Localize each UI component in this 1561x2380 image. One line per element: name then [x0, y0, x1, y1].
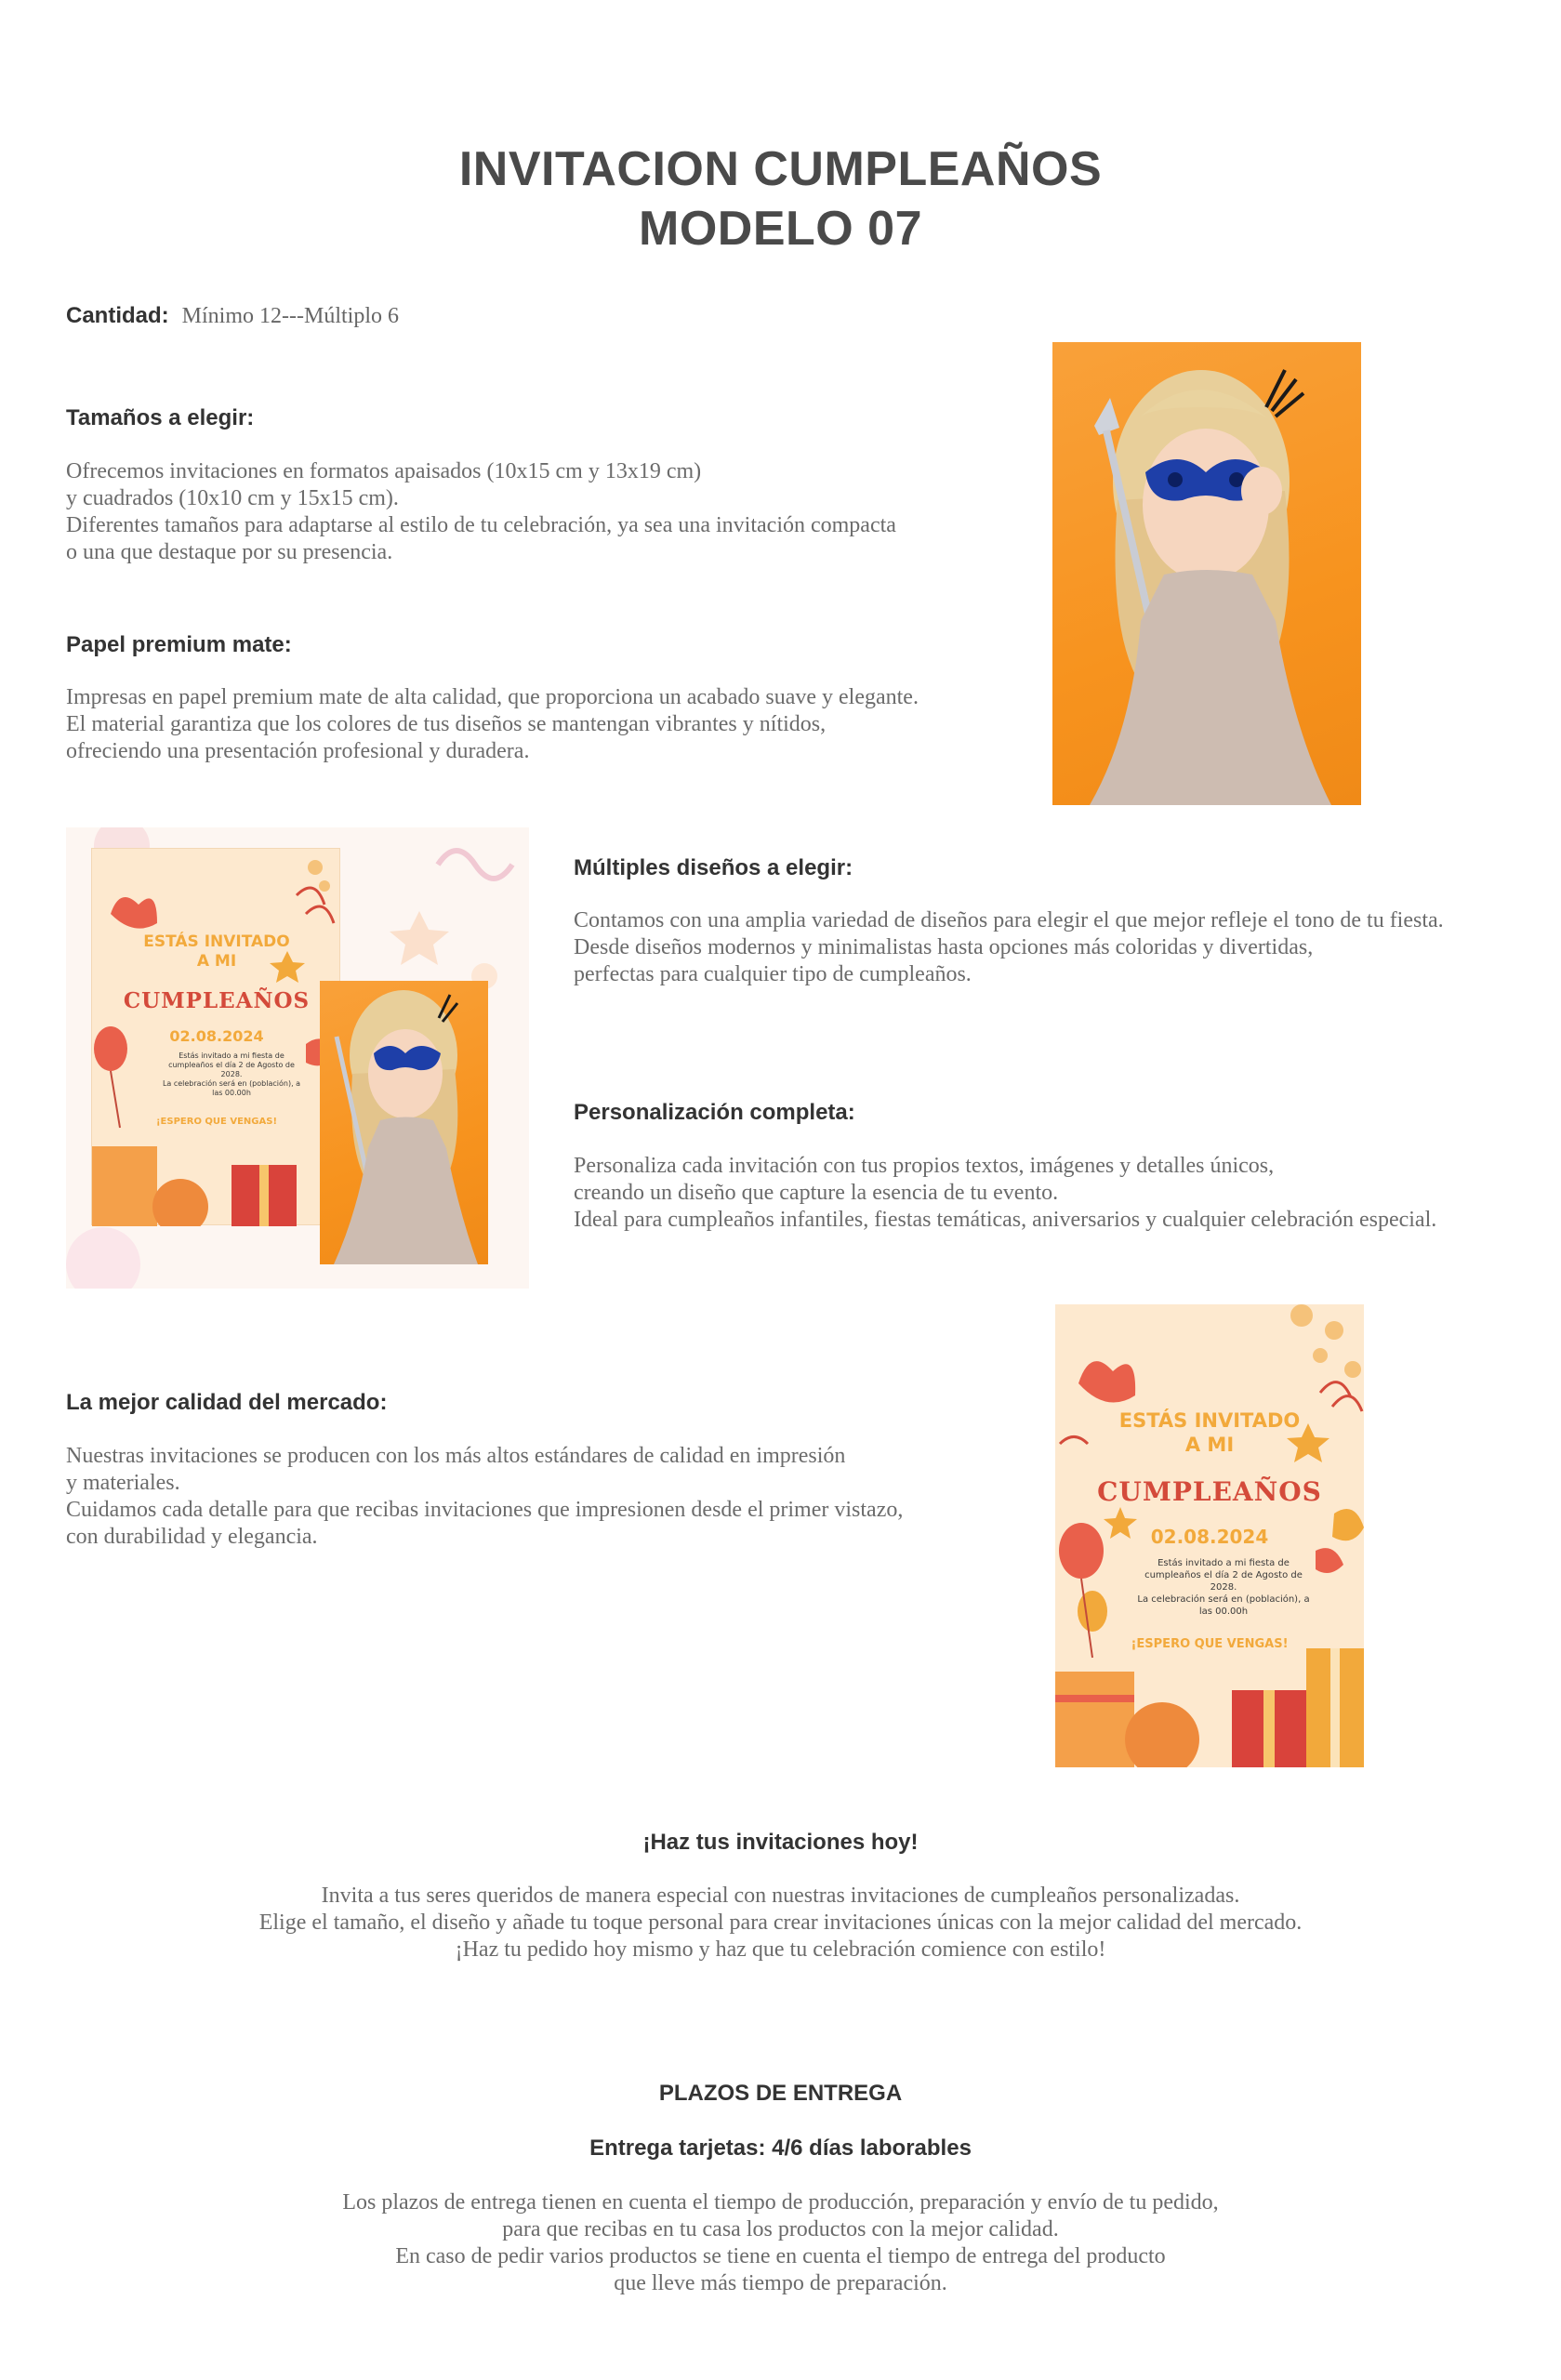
sizes-body: Ofrecemos invitaciones en formatos apaisados (10x15 cm y 13x19 cm) y cuadrados (10x10 cm y 15x15 cm). Diferentes tamaños para adaptarse al estilo de tu celebración, ya sea una invitación compacta o una que destaque por su presencia. — [66, 459, 896, 564]
card-small-text1: Estás invitado a mi fiesta de — [179, 1051, 284, 1060]
card-small-headline: CUMPLEAÑOS — [123, 988, 311, 1013]
girl-photo-small — [320, 981, 488, 1264]
quality-body: Nuestras invitaciones se producen con los más altos estándares de calidad en impresión y materiales. Cuidamos cada detalle para que recibas invitaciones que impresionen desde el primer vistazo, con durabilidad y elegancia. — [66, 1444, 904, 1549]
card-small-date: 02.08.2024 — [169, 1027, 264, 1045]
girl-mask-photo — [1052, 342, 1361, 805]
card-small-text5: las 00.00h — [212, 1089, 251, 1097]
card-large-text1: Estás invitado a mi fiesta de — [1158, 1558, 1290, 1568]
girl-illustration-small — [320, 981, 488, 1264]
card-large-text4: La celebración será en (población), a — [1137, 1594, 1310, 1605]
card-large-line1: ESTÁS INVITADO — [1118, 1409, 1301, 1432]
card-mockup-photo — [66, 827, 529, 1289]
designs-body: Contamos con una amplia variedad de diseños para elegir el que mejor refleje el tono de tu fiesta. Desde diseños modernos y minimalistas hasta opciones más coloridas y divertidas, perfectas para cualquier tipo de cumpleaños. — [574, 908, 1444, 986]
quantity-row — [66, 303, 399, 329]
title-line-1: INVITACION CUMPLEAÑOS — [458, 142, 1103, 196]
delivery-heading: PLAZOS DE ENTREGA — [658, 2081, 903, 2106]
page-title — [0, 139, 1561, 258]
quantity-label: Cantidad: — [66, 303, 169, 328]
personalization-heading: Personalización completa: — [574, 1100, 855, 1125]
card-small-text4: La celebración será en (población), a — [162, 1079, 301, 1088]
quality-heading: La mejor calidad del mercado: — [66, 1390, 388, 1415]
girl-illustration — [1052, 342, 1361, 805]
invitation-card-small — [91, 848, 340, 1225]
card-small-closing: ¡ESPERO QUE VENGAS! — [155, 1117, 278, 1127]
delivery-subheading: Entrega tarjetas: 4/6 días laborables — [589, 2135, 972, 2161]
card-large-date: 02.08.2024 — [1150, 1526, 1269, 1548]
card-large-text2: cumpleaños el día 2 de Agosto de — [1144, 1570, 1303, 1580]
title-line-2: MODELO 07 — [639, 202, 922, 256]
quantity-value: Mínimo 12---Múltiplo 6 — [181, 304, 400, 328]
card-large-text3: 2028. — [1210, 1582, 1237, 1593]
cta-body: Invita a tus seres queridos de manera especial con nuestras invitaciones de cumpleaños personalizadas. Elige el tamaño, el diseño y añade tu toque personal para crear invitaciones únicas con la mejor calidad del mercado. ¡Haz tu pedido hoy mismo y haz que tu celebración comience con estilo! — [258, 1884, 1303, 1962]
card-large-text5: las 00.00h — [1198, 1606, 1249, 1617]
sizes-heading: Tamaños a elegir: — [66, 405, 255, 430]
cta-heading: ¡Haz tus invitaciones hoy! — [642, 1830, 919, 1855]
card-small-text3: 2028. — [220, 1070, 243, 1078]
paper-body: Impresas en papel premium mate de alta calidad, que proporciona un acabado suave y elegante. El material garantiza que los colores de tus diseños se mantengan vibrantes y nítidos, ofreciendo una presentación profesional y duradera. — [66, 685, 919, 763]
personalization-body: Personaliza cada invitación con tus propios textos, imágenes y detalles únicos, creando un diseño que capture la esencia de tu evento. Ideal para cumpleaños infantiles, fiestas temáticas, aniversarios y cualquier celebración especial. — [574, 1154, 1437, 1232]
paper-heading: Papel premium mate: — [66, 632, 292, 657]
card-large-line2: A MI — [1184, 1434, 1235, 1456]
card-small-line2: A MI — [196, 952, 237, 971]
card-small-line1: ESTÁS INVITADO — [143, 932, 290, 951]
delivery-body: Los plazos de entrega tienen en cuenta el tiempo de producción, preparación y envío de tu pedido, para que recibas en tu casa los productos con la mejor calidad. En caso de pedir varios productos se tiene en cuenta el tiempo de entrega del producto que lleve más tiempo de preparación. — [342, 2190, 1219, 2295]
card-large-closing: ¡ESPERO QUE VENGAS! — [1131, 1637, 1289, 1651]
card-small-text2: cumpleaños el día 2 de Agosto de — [168, 1061, 295, 1069]
designs-heading: Múltiples diseños a elegir: — [574, 855, 853, 880]
card-large-headline: CUMPLEAÑOS — [1097, 1476, 1322, 1507]
invitation-card-large — [1055, 1304, 1364, 1767]
